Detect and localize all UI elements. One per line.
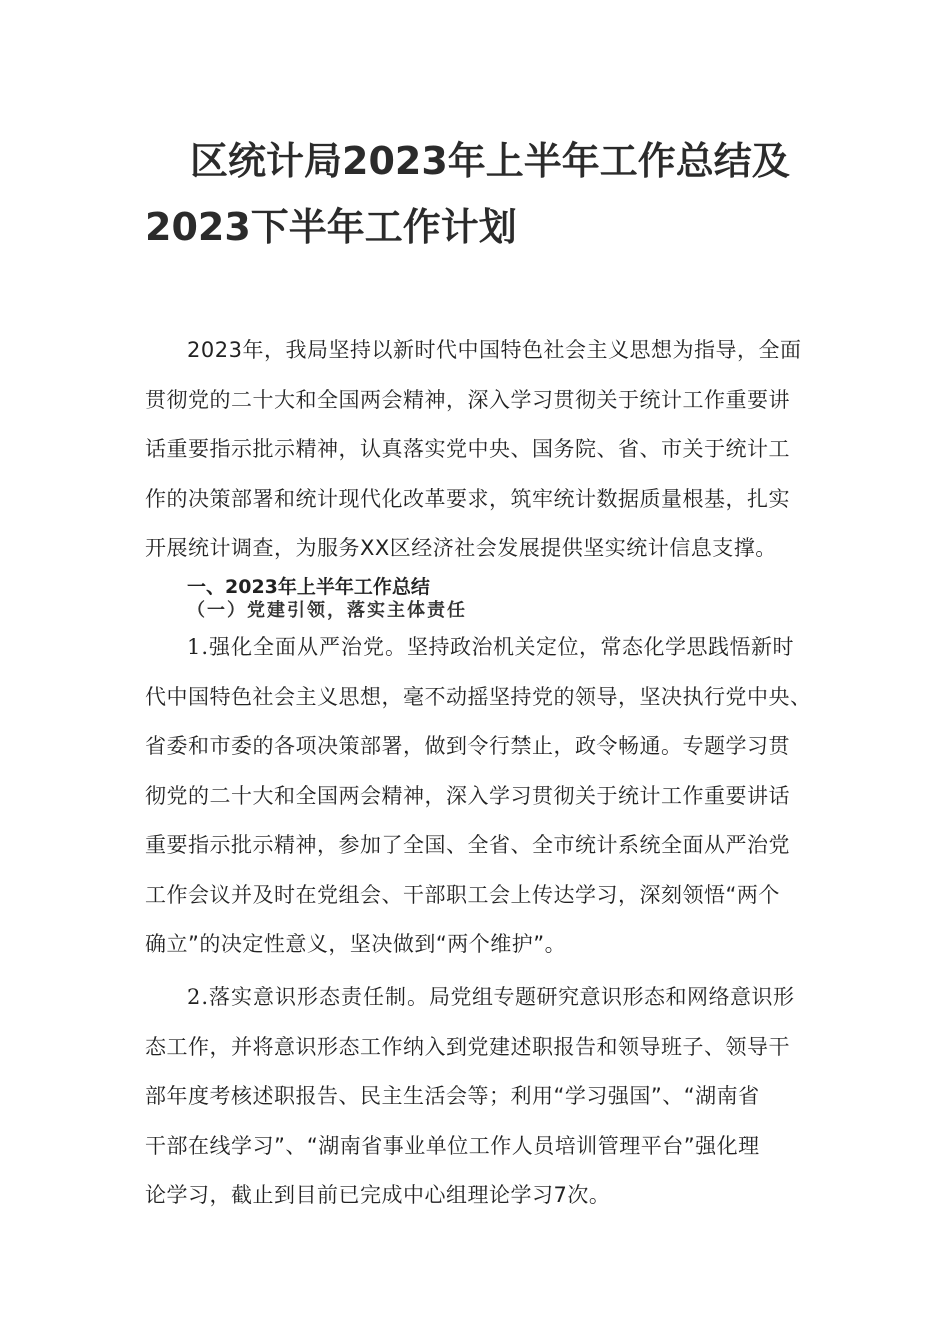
item-2-first-line	[145, 973, 810, 1023]
intro-line: 话重要指示批示精神，认真落实党中央、国务院、省、市关于统计工	[145, 437, 790, 461]
title-line-1: 区统计局2023年上半年工作总结及	[190, 139, 790, 183]
item-1-first-line-text: 坚持政治机关定位，常态化学思践悟新时	[407, 635, 795, 659]
item-1-line: 省委和市委的各项决策部署，做到令行禁止，政令畅通。专题学习贯	[145, 734, 790, 758]
item-2-first-line-text: 局党组专题研究意识形态和网络意识形	[429, 985, 795, 1009]
item-2-line: 部年度考核述职报告、民主生活会等；利用“学习强国”、“湖南省	[145, 1084, 760, 1108]
document-title	[145, 128, 825, 260]
item-2-line: 态工作，并将意识形态工作纳入到党建述职报告和领导班子、领导干	[145, 1034, 790, 1059]
item-1-line: 彻党的二十大和全国两会精神，深入学习贯彻关于统计工作重要讲话	[145, 783, 790, 808]
item-1-paragraph	[145, 623, 810, 970]
item-1-line: 确立”的决定性意义，坚决做到“两个维护”。	[145, 932, 567, 956]
intro-line: 作的决策部署和统计现代化改革要求，筑牢统计数据质量根基，扎实	[145, 486, 790, 511]
item-1-line: 重要指示批示精神，参加了全国、全省、全市统计系统全面从严治党	[145, 833, 790, 857]
item-1-lead: 1.强化全面从严治党。	[187, 635, 408, 659]
item-1-line: 代中国特色社会主义思想，毫不动摇坚持党的领导，坚决执行党中央、	[145, 684, 812, 709]
intro-line: 开展统计调查，为服务XX区经济社会发展提供坚实统计信息支撑。	[145, 536, 777, 560]
section-heading: 一、2023年上半年工作总结	[187, 576, 430, 598]
item-2-line: 论学习，截止到目前已完成中心组理论学习7次。	[145, 1183, 611, 1207]
item-2-lead: 2.落实意识形态责任制。	[187, 985, 430, 1009]
item-1-first-line	[145, 623, 810, 673]
intro-line: 贯彻党的二十大和全国两会精神，深入学习贯彻关于统计工作重要讲	[145, 387, 790, 412]
item-2-line: 干部在线学习”、“湖南省事业单位工作人员培训管理平台”强化理	[145, 1133, 760, 1158]
item-2-paragraph	[145, 973, 810, 1221]
item-1-line: 工作会议并及时在党组会、干部职工会上传达学习，深刻领悟“两个	[145, 882, 780, 907]
title-line-2: 2023下半年工作计划	[145, 205, 517, 249]
subsection-heading: （一）党建引领，落实主体责任	[187, 600, 467, 621]
intro-paragraph	[145, 326, 810, 574]
intro-line: 2023年，我局坚持以新时代中国特色社会主义思想为指导，全面	[187, 338, 802, 362]
